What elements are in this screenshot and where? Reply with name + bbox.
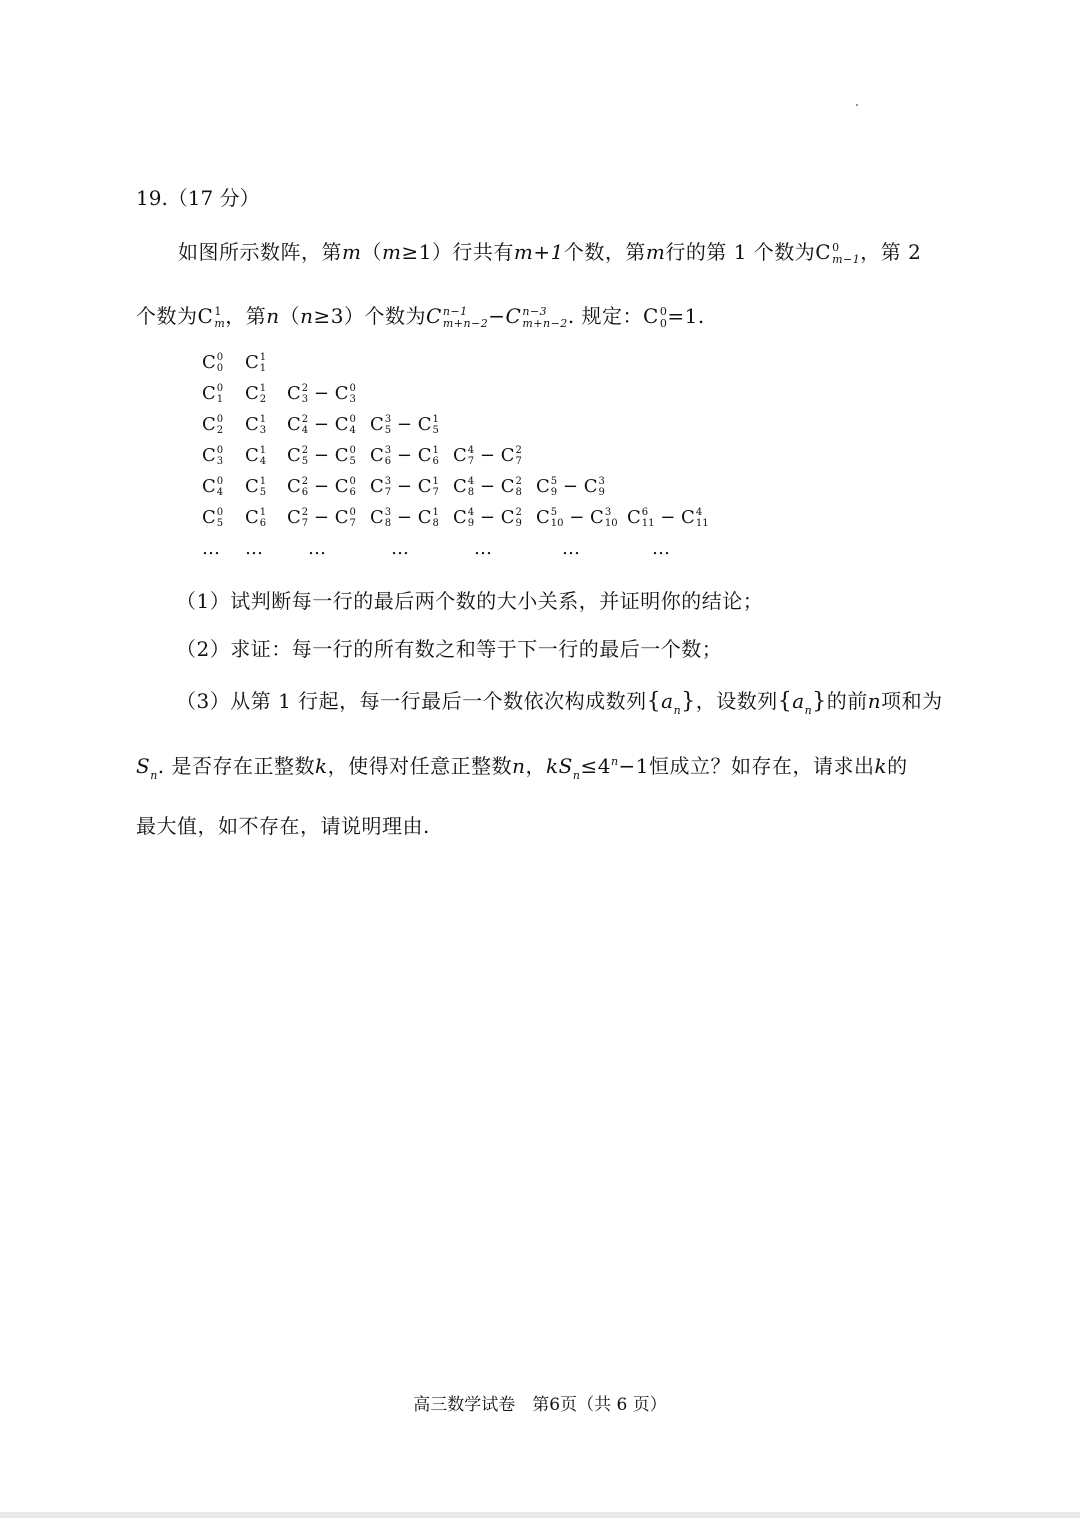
comb-indices: n−3 m+n−2 bbox=[522, 305, 568, 330]
text: （ bbox=[279, 304, 301, 328]
array-cell bbox=[627, 507, 709, 529]
minus: − bbox=[391, 476, 418, 497]
comb-term: C 2 7 bbox=[500, 444, 522, 467]
array-cell bbox=[370, 414, 439, 436]
comb-term: C 2 6 bbox=[287, 475, 309, 498]
text: ， bbox=[525, 754, 547, 778]
brace: } bbox=[681, 689, 696, 714]
array-cell bbox=[245, 476, 266, 498]
comb-term: C 1 6 bbox=[417, 444, 439, 467]
brace: { bbox=[777, 689, 793, 714]
array-cell bbox=[245, 383, 266, 405]
var-n: n bbox=[867, 689, 882, 713]
text: 的前 bbox=[826, 689, 868, 713]
minus: − bbox=[391, 507, 418, 528]
minus: − bbox=[488, 304, 506, 328]
comb-term: C 1 3 bbox=[245, 413, 267, 436]
array-cell bbox=[287, 445, 356, 467]
comb-term: C 5 10 bbox=[536, 506, 564, 529]
comb-term: C 0 4 bbox=[334, 413, 356, 436]
comb-term: C 1 1 bbox=[245, 351, 267, 374]
comb-indices: 0 0 bbox=[659, 305, 668, 330]
comb-term: C 3 5 bbox=[370, 413, 392, 436]
array-cell bbox=[287, 414, 356, 436]
comb-symbol: C bbox=[505, 304, 522, 328]
intro-line-2 bbox=[136, 300, 705, 329]
array-cell bbox=[536, 507, 618, 529]
comb-term: C 0 5 bbox=[202, 506, 224, 529]
var-k: k bbox=[874, 754, 888, 778]
text: （3）从第 1 行起，每一行最后一个数依次构成数列 bbox=[176, 689, 647, 713]
array-cell bbox=[370, 445, 439, 467]
comb-term: C 0 3 bbox=[334, 382, 356, 405]
comb-term: C 3 9 bbox=[583, 475, 605, 498]
var-m: m bbox=[381, 240, 402, 264]
minus: − bbox=[391, 445, 418, 466]
minus: − bbox=[308, 383, 335, 404]
subscript: n bbox=[572, 769, 581, 782]
text: 行的第 1 个数为 bbox=[665, 240, 816, 264]
scan-dot bbox=[856, 104, 858, 106]
var-m: m bbox=[645, 240, 666, 264]
comb-term: C 1 4 bbox=[245, 444, 267, 467]
comb-term: C 4 9 bbox=[453, 506, 475, 529]
text: ，第 bbox=[225, 304, 267, 328]
array-cell bbox=[245, 414, 266, 436]
var-m: m bbox=[342, 240, 362, 264]
comb-term: C 3 8 bbox=[370, 506, 392, 529]
comb-term: C 0 7 bbox=[334, 506, 356, 529]
comb-term: C 1 7 bbox=[417, 475, 439, 498]
text: 如图所示数阵，第 bbox=[178, 240, 342, 264]
comb-term: C 0 1 bbox=[202, 382, 224, 405]
comb-indices: 0 m−1 bbox=[832, 241, 861, 266]
text: 项和为 bbox=[881, 689, 943, 713]
var-S: S bbox=[136, 754, 151, 778]
comb-term: C 0 5 bbox=[334, 444, 356, 467]
brace: } bbox=[812, 689, 827, 714]
array-cell bbox=[536, 476, 605, 498]
comb-term: C 0 2 bbox=[202, 413, 224, 436]
ellipsis: … bbox=[562, 538, 580, 559]
superscript: n bbox=[610, 755, 619, 768]
text: =1. bbox=[667, 304, 705, 328]
ellipsis: … bbox=[245, 538, 263, 559]
comb-term: C 5 9 bbox=[536, 475, 558, 498]
ellipsis: … bbox=[202, 538, 220, 559]
text: （ bbox=[361, 240, 382, 264]
text: ≤4 bbox=[580, 754, 611, 778]
ellipsis: … bbox=[391, 538, 409, 559]
comb-term: C 2 8 bbox=[500, 475, 522, 498]
array-cell bbox=[453, 476, 522, 498]
array-cell bbox=[202, 352, 223, 374]
part-2: （2）求证：每一行的所有数之和等于下一行的最后一个数； bbox=[176, 637, 723, 661]
comb-term: C 6 11 bbox=[627, 506, 655, 529]
comb-term: C 4 7 bbox=[453, 444, 475, 467]
comb-symbol: C bbox=[426, 304, 442, 328]
ellipsis: … bbox=[652, 538, 670, 559]
subscript: n bbox=[150, 769, 158, 782]
part-3-line-2 bbox=[136, 750, 908, 782]
minus: − bbox=[654, 507, 682, 528]
brace: { bbox=[646, 689, 662, 714]
comb-term: C 2 7 bbox=[287, 506, 309, 529]
comb-term: C 1 5 bbox=[245, 475, 267, 498]
ellipsis: … bbox=[308, 538, 326, 559]
text: . 规定： bbox=[567, 304, 644, 328]
minus: − bbox=[308, 507, 335, 528]
array-cell bbox=[370, 476, 439, 498]
comb-term: C 0 4 bbox=[202, 475, 224, 498]
minus: − bbox=[308, 414, 335, 435]
array-cell bbox=[287, 507, 356, 529]
minus: − bbox=[474, 507, 501, 528]
intro-line-1 bbox=[178, 236, 921, 265]
array-cell bbox=[202, 507, 223, 529]
text: ≥3）个数为 bbox=[313, 304, 427, 328]
ellipsis: … bbox=[474, 538, 492, 559]
var-n: n bbox=[300, 304, 314, 328]
comb-term: C 3 6 bbox=[370, 444, 392, 467]
part-1: （1）试判断每一行的最后两个数的大小关系，并证明你的结论； bbox=[176, 589, 764, 613]
var-n: n bbox=[266, 304, 280, 328]
comb-term: C 1 6 bbox=[245, 506, 267, 529]
text: ，第 2 bbox=[860, 240, 922, 264]
array-cell bbox=[453, 507, 522, 529]
minus: − bbox=[308, 476, 335, 497]
minus: − bbox=[474, 476, 501, 497]
array-cell bbox=[245, 445, 266, 467]
array-cell bbox=[202, 476, 223, 498]
comb-indices: n−1 m+n−2 bbox=[442, 305, 489, 330]
array-cell bbox=[202, 445, 223, 467]
comb-term: C 4 8 bbox=[453, 475, 475, 498]
comb-term: C 2 4 bbox=[287, 413, 309, 436]
comb-term: C 1 8 bbox=[417, 506, 439, 529]
page-footer: 高三数学试卷 第6页（共 6 页） bbox=[413, 1395, 667, 1415]
comb-indices: 1 m bbox=[214, 305, 226, 330]
array-cell bbox=[453, 445, 522, 467]
minus: − bbox=[308, 445, 335, 466]
var-a: a bbox=[792, 689, 805, 713]
subscript: n bbox=[673, 704, 682, 717]
expr-m-plus-1: m+1 bbox=[513, 240, 564, 264]
minus: − bbox=[557, 476, 584, 497]
comb-symbol: C bbox=[643, 304, 659, 328]
question-number: 19.（17 分） bbox=[136, 186, 260, 210]
var-k: k bbox=[315, 754, 328, 778]
comb-term: C 3 10 bbox=[590, 506, 618, 529]
minus: − bbox=[474, 445, 501, 466]
text: ≥1）行共有 bbox=[401, 240, 514, 264]
var-a: a bbox=[661, 689, 674, 713]
text: 个数为 bbox=[136, 304, 198, 328]
array-cell bbox=[287, 476, 356, 498]
minus: − bbox=[391, 414, 418, 435]
comb-term: C 2 9 bbox=[500, 506, 522, 529]
text: 的 bbox=[887, 754, 908, 778]
text: 个数，第 bbox=[563, 240, 646, 264]
comb-term: C 2 5 bbox=[287, 444, 309, 467]
text: ，使得对任意正整数 bbox=[327, 754, 513, 778]
array-cell bbox=[370, 507, 439, 529]
comb-symbol: C bbox=[197, 304, 214, 328]
comb-term: C 4 11 bbox=[681, 506, 709, 529]
array-cell bbox=[287, 383, 356, 405]
text: . 是否存在正整数 bbox=[157, 754, 316, 778]
array-cell bbox=[202, 414, 223, 436]
var-n: n bbox=[512, 754, 526, 778]
bottom-edge bbox=[0, 1512, 1080, 1518]
var-kS: kS bbox=[546, 754, 573, 778]
subscript: n bbox=[804, 704, 813, 717]
array-cell bbox=[245, 507, 266, 529]
text: −1恒成立？如存在，请求出 bbox=[618, 754, 875, 778]
comb-term: C 1 2 bbox=[245, 382, 267, 405]
part-3-line-1 bbox=[176, 685, 943, 717]
array-cell bbox=[202, 383, 223, 405]
array-cell bbox=[245, 352, 266, 374]
part-3-line-3: 最大值，如不存在，请说明理由. bbox=[136, 814, 430, 838]
comb-term: C 0 0 bbox=[202, 351, 224, 374]
comb-term: C 1 5 bbox=[417, 413, 439, 436]
comb-term: C 0 3 bbox=[202, 444, 224, 467]
text: ，设数列 bbox=[695, 689, 778, 713]
comb-term: C 3 7 bbox=[370, 475, 392, 498]
comb-term: C 2 3 bbox=[287, 382, 309, 405]
comb-term: C 0 6 bbox=[334, 475, 356, 498]
comb-symbol: C bbox=[815, 240, 832, 264]
minus: − bbox=[563, 507, 591, 528]
